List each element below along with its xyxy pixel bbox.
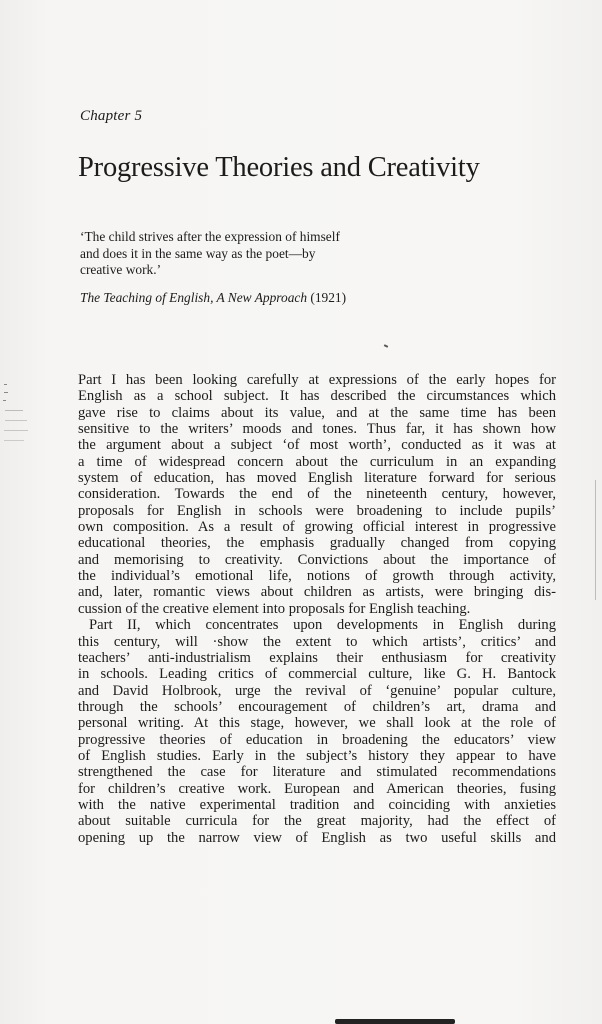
body-line: of English studies. Early in the subject’s history they appear to have xyxy=(78,747,556,764)
body-line: consideration. Towards the end of the nineteenth century, however, xyxy=(78,486,556,503)
body-line: the individual’s emotional life, notions of growth through activity, xyxy=(78,568,556,585)
epigraph-quote xyxy=(80,229,400,279)
body-line: and David Holbrook, urge the revival of ‘genuine’ popular culture, xyxy=(78,682,556,699)
body-line: and memorising to creativity. Convictions about the importance of xyxy=(78,551,556,568)
epigraph-source xyxy=(80,290,346,306)
body-line: proposals for English in schools were broadening to include pupils’ xyxy=(78,502,556,519)
epigraph-line: ‘The child strives after the expression of himself xyxy=(80,229,340,244)
body-line: in schools. Leading critics of commercial culture, like G. H. Bantock xyxy=(78,666,556,683)
scan-edge-artifact xyxy=(335,1019,455,1024)
body-text xyxy=(78,372,556,846)
body-line: a time of widespread concern about the curriculum in an expanding xyxy=(78,453,556,470)
body-line: with the native experimental tradition and coinciding with anxieties xyxy=(78,796,556,813)
chapter-label: Chapter 5 xyxy=(80,108,143,124)
body-line: and, later, romantic views about children as artists, were bringing dis- xyxy=(78,584,556,601)
body-line: teachers’ anti-industrialism explains their enthusiasm for creativity xyxy=(78,649,556,666)
body-line: the argument about a subject ‘of most worth’, conducted as it was at xyxy=(78,437,556,454)
body-line: opening up the narrow view of English as two useful skills and xyxy=(78,829,556,846)
body-line: Part I has been looking carefully at expressions of the early hopes for xyxy=(78,372,556,388)
body-line: cussion of the creative element into proposals for English teaching. xyxy=(78,600,471,617)
body-line: progressive theories of education in broadening the educators’ view xyxy=(78,731,556,748)
epigraph-line: creative work.’ xyxy=(80,262,162,278)
body-line: through the schools’ encouragement of children’s art, drama and xyxy=(78,698,556,715)
body-line: own composition. As a result of growing official interest in progressive xyxy=(78,519,556,536)
page-edge-shadow xyxy=(595,480,596,600)
body-line: about suitable curricula for the great majority, had the effect of xyxy=(78,813,556,830)
chapter-title: Progressive Theories and Creativity xyxy=(78,152,480,183)
body-line: educational theories, the emphasis gradually changed from copying xyxy=(78,535,556,552)
body-line: strengthened the case for literature and stimulated recommendations xyxy=(78,764,556,781)
body-line: English as a school subject. It has described the circumstances which xyxy=(78,388,556,405)
epigraph-source-year: (1921) xyxy=(310,290,347,305)
margin-scan-marks xyxy=(2,384,32,444)
epigraph-line: and does it in the same way as the poet—by xyxy=(80,245,316,261)
body-line: this century, will ·show the extent to which artists’, critics’ and xyxy=(78,633,556,650)
print-speck xyxy=(384,344,388,348)
body-line: system of education, has moved English literature forward for serious xyxy=(78,470,556,487)
body-line: gave rise to claims about its value, and at the same time has been xyxy=(78,404,556,421)
body-line: for children’s creative work. European and American theories, fusing xyxy=(78,780,556,797)
epigraph-source-title: The Teaching of English, A New Approach xyxy=(80,290,308,305)
body-line: personal writing. At this stage, however, we shall look at the role of xyxy=(78,715,556,732)
body-line: sensitive to the writers’ moods and tones. Thus far, it has shown how xyxy=(78,421,556,438)
body-line: Part II, which concentrates upon developments in English during xyxy=(89,617,556,634)
